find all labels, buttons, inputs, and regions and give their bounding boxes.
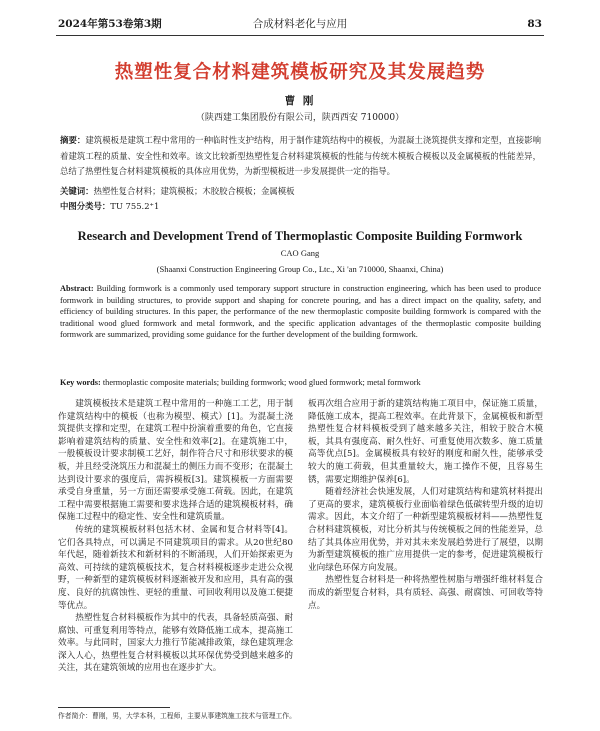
body-paragraph: 建筑模板技术是建筑工程中常用的一种施工工艺，用于制作建筑结构中的模板（也称为模型、模式）[1]。为混凝土浇筑提供支撑和定型，在建筑工程中扮演着重要的角色，它直接影响着建筑结构的质量、安全性和效率[2]。在建筑施工中，一般模板设计要求制模工艺好，制作符合尺寸和形状要求的模板，并且经受浇筑压力和混凝土的侧压力而不变形；在混凝土达到设计要求的强度后，需拆模板[3]。建筑模板一方面需要承受自身重量，另一方面还需要承受施工荷载。因此，在建筑工程中需要根据施工需要和要求选择合适的建筑模板材料，确保施工过程中的稳定性、安全性和建筑质量。 — [58, 399, 293, 523]
body-column-left — [58, 398, 293, 700]
en-abstract-text: Building formwork is a commonly used temporary support structure in construction engineering, which has been used to produce formwork in building structures, to provide support and shaping for concrete pouring, and has a direct impact on the quality, safety, and efficiency of building structures. In this paper, the performance of the new thermoplastic composite building formwork is compared with the traditional wood glued formwork and metal formwork, and the specific application advantages of the thermoplastic composite building formwork are summarized, providing some guidance for the further development of the building formwork. — [60, 284, 541, 339]
english-author: CAO Gang — [280, 248, 320, 258]
body-paragraph: 热塑性复合材料模板作为其中的代表，具备轻质高强、耐腐蚀、可重复利用等特点，能够有效降低施工成本，提高施工效率。与此同时，国家大力推行节能减排政策，绿色建筑理念深入人心，热塑性复合材料模板以其环保优势受到越来越多的关注，其在建筑领域的应用也在逐步扩大。 — [58, 613, 293, 674]
classification-number — [60, 199, 541, 215]
body-paragraph: 板再次组合应用于新的建筑结构施工项目中，保证施工质量，降低施工成本，提高工程效率。在此背景下，金属模板和新型热塑性复合材料模板受到了越来越多关注，相较于胶合木模板，其具有强度高、耐久性好、可重复使用次数多、施工质量高等优点[5]。金属模板具有较好的刚度和耐久性，能够承受较大的施工荷载，但其重量较大，施工操作不便，且容易生锈，需要定期维护保养[6]。 — [308, 399, 543, 485]
chinese-title: 热塑性复合材料建筑模板研究及其发展趋势 — [114, 62, 486, 83]
header-divider — [56, 35, 544, 36]
body-column-right — [308, 398, 543, 700]
issue-info: 2024年第53卷第3期 — [58, 18, 162, 30]
chinese-abstract — [60, 133, 541, 180]
en-keywords-label: Key words: — [60, 378, 101, 387]
clc-value: TU 755.2⁺1 — [110, 201, 160, 211]
clc-label: 中图分类号： — [60, 201, 111, 211]
keywords-label: 关键词： — [60, 186, 94, 196]
keywords-text: 热塑性复合材料；建筑模板；木胶胶合模板；金属模板 — [93, 186, 295, 196]
english-keywords — [60, 377, 541, 388]
chinese-affiliation: （陕西建工集团股份有限公司，陕西西安 710000） — [195, 113, 405, 123]
abstract-text: 建筑模板是建筑工程中常用的一种临时性支护结构，用于制作建筑结构中的模板，为混凝土浇筑提供支撑和定型，直接影响着建筑工程的质量、安全性和效率。该文比较新型热塑性复合材料建筑模板的性能与传统木模板合模板以及金属模板的性能差异，总结了热塑性复合材料建筑模板的具体应用优势，为新型模板进一步发展提供一定的指导。 — [60, 135, 542, 176]
page-number: 83 — [527, 18, 542, 30]
en-abstract-label: Abstract: — [60, 284, 94, 293]
english-affiliation: (Shaanxi Construction Engineering Group Co., Ltc., Xi 'an 710000, Shaanxi, China) — [156, 264, 444, 274]
journal-name: 合成材料老化与应用 — [252, 18, 348, 30]
abstract-label: 摘要： — [60, 135, 86, 145]
body-paragraph: 随着经济社会快速发展，人们对建筑结构和建筑材料提出了更高的要求，建筑模板行业面临着绿色低碳转型升级的迫切需求。因此，本文介绍了一种新型建筑模板材料——热塑性复合材料建筑模板，对比分析其与传统模板之间的性能差异，总结了其具体应用优势，并对其未来发展趋势进行了展望，以期为新型建筑模板的推广应用提供一定的参考，促进建筑模板行业向绿色环保方向发展。 — [308, 487, 543, 573]
footnote-divider — [58, 707, 170, 708]
english-abstract — [60, 283, 541, 341]
chinese-keywords — [60, 184, 541, 200]
en-keywords-text: thermoplastic composite materials; building formwork; wood glued formwork; metal formwork — [102, 378, 421, 387]
body-paragraph: 热塑性复合材料是一种将热塑性树脂与增强纤维材料复合而成的新型复合材料，具有质轻、高强、耐腐蚀、可回收等特点。 — [308, 575, 543, 611]
chinese-author: 曹 刚 — [284, 95, 316, 107]
running-header — [58, 16, 542, 32]
english-title: Research and Development Trend of Thermoplastic Composite Building Formwork — [77, 229, 523, 243]
body-paragraph: 传统的建筑模板材料包括木材、金属和复合材料等[4]。它们各具特点，可以满足不同建筑项目的需求。从20世纪80年代起，随着新技术和新材料的不断涌现，人们开始探索更为高效、可持续的建筑模板技术，复合材料模板逐步走进公众视野，一种新型的建筑模板材料逐渐被开发和应用，具有高的强度、良好的抗腐蚀性、更轻的重量、可回收利用以及施工便捷等优点。 — [58, 524, 293, 611]
author-footnote: 作者简介：曹刚，男，大学本科，工程师，主要从事建筑施工技术与管理工作。 — [58, 712, 296, 720]
